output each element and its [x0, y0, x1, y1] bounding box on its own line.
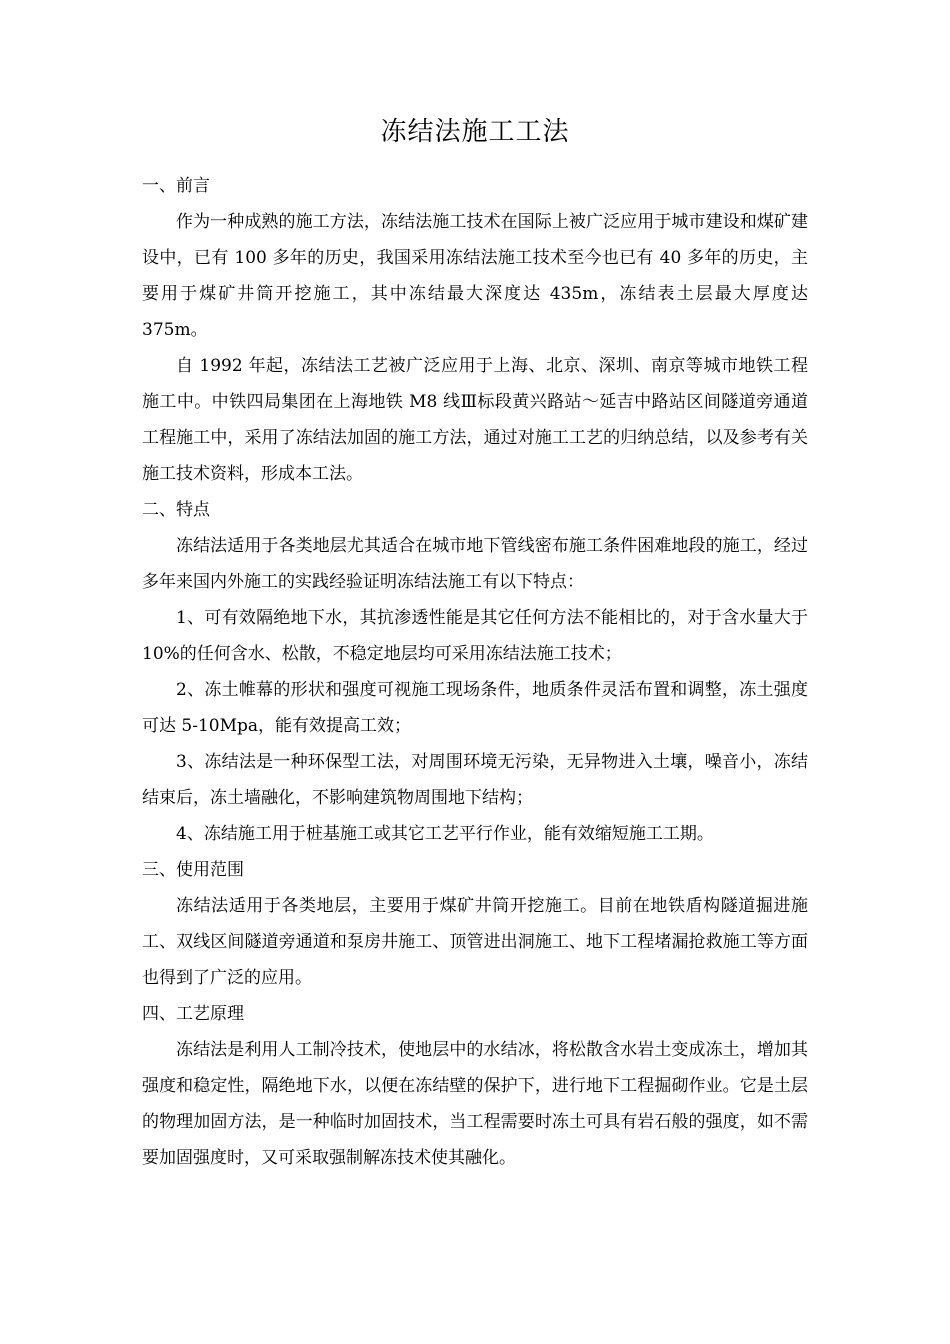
- section-scope: [142, 852, 808, 996]
- paragraph: 作为一种成熟的施工方法，冻结法施工技术在国际上被广泛应用于城市建设和煤矿建设中，已有 100 多年的历史，我国采用冻结法施工技术至今也已有 40 多年的历史，主要用于煤矿井筒开挖施工，其中冻结最大深度达 435m，冻结表土层最大厚度达 375m。: [142, 212, 808, 340]
- paragraph: 3、冻结法是一种环保型工法，对周围环境无污染，无异物进入土壤，噪音小，冻结结束后，冻土墙融化，不影响建筑物周围地下结构；: [142, 752, 808, 808]
- section-heading: 三、使用范围: [142, 860, 244, 880]
- section-heading: 一、前言: [142, 176, 210, 196]
- paragraph: 1、可有效隔绝地下水，其抗渗透性能是其它任何方法不能相比的，对于含水量大于 10%的任何含水、松散，不稳定地层均可采用冻结法施工技术；: [142, 608, 808, 664]
- paragraph: 冻结法适用于各类地层尤其适合在城市地下管线密布施工条件困难地段的施工，经过多年来国内外施工的实践经验证明冻结法施工有以下特点：: [142, 536, 808, 592]
- section-features: [142, 492, 808, 852]
- paragraph: 冻结法适用于各类地层，主要用于煤矿井筒开挖施工。目前在地铁盾构隧道掘进施工、双线区间隧道旁通道和泵房井施工、顶管进出洞施工、地下工程堵漏抢救施工等方面也得到了广泛的应用。: [142, 896, 808, 988]
- section-preface: [142, 168, 808, 492]
- section-heading: 二、特点: [142, 500, 210, 520]
- section-heading: 四、工艺原理: [142, 1004, 244, 1024]
- paragraph: 冻结法是利用人工制冷技术，使地层中的水结冰，将松散含水岩土变成冻土，增加其强度和稳定性，隔绝地下水，以便在冻结壁的保护下，进行地下工程掘砌作业。它是土层的物理加固方法，是一种临时加固技术，当工程需要时冻土可具有岩石般的强度，如不需要加固强度时，又可采取强制解冻技术使其融化。: [142, 1040, 808, 1168]
- paragraph: 自 1992 年起，冻结法工艺被广泛应用于上海、北京、深圳、南京等城市地铁工程施工中。中铁四局集团在上海地铁 M8 线Ⅲ标段黄兴路站～延吉中路站区间隧道旁通道工程施工中，采用了冻结法加固的施工方法，通过对施工工艺的归纳总结，以及参考有关施工技术资料，形成本工法。: [142, 356, 808, 484]
- paragraph: 4、冻结施工用于桩基施工或其它工艺平行作业，能有效缩短施工工期。: [176, 824, 714, 844]
- section-principle: [142, 996, 808, 1176]
- document-title: 冻结法施工工法: [380, 117, 570, 147]
- paragraph: 2、冻土帷幕的形状和强度可视施工现场条件，地质条件灵活布置和调整，冻土强度可达 5-10Mpa，能有效提高工效；: [142, 680, 808, 736]
